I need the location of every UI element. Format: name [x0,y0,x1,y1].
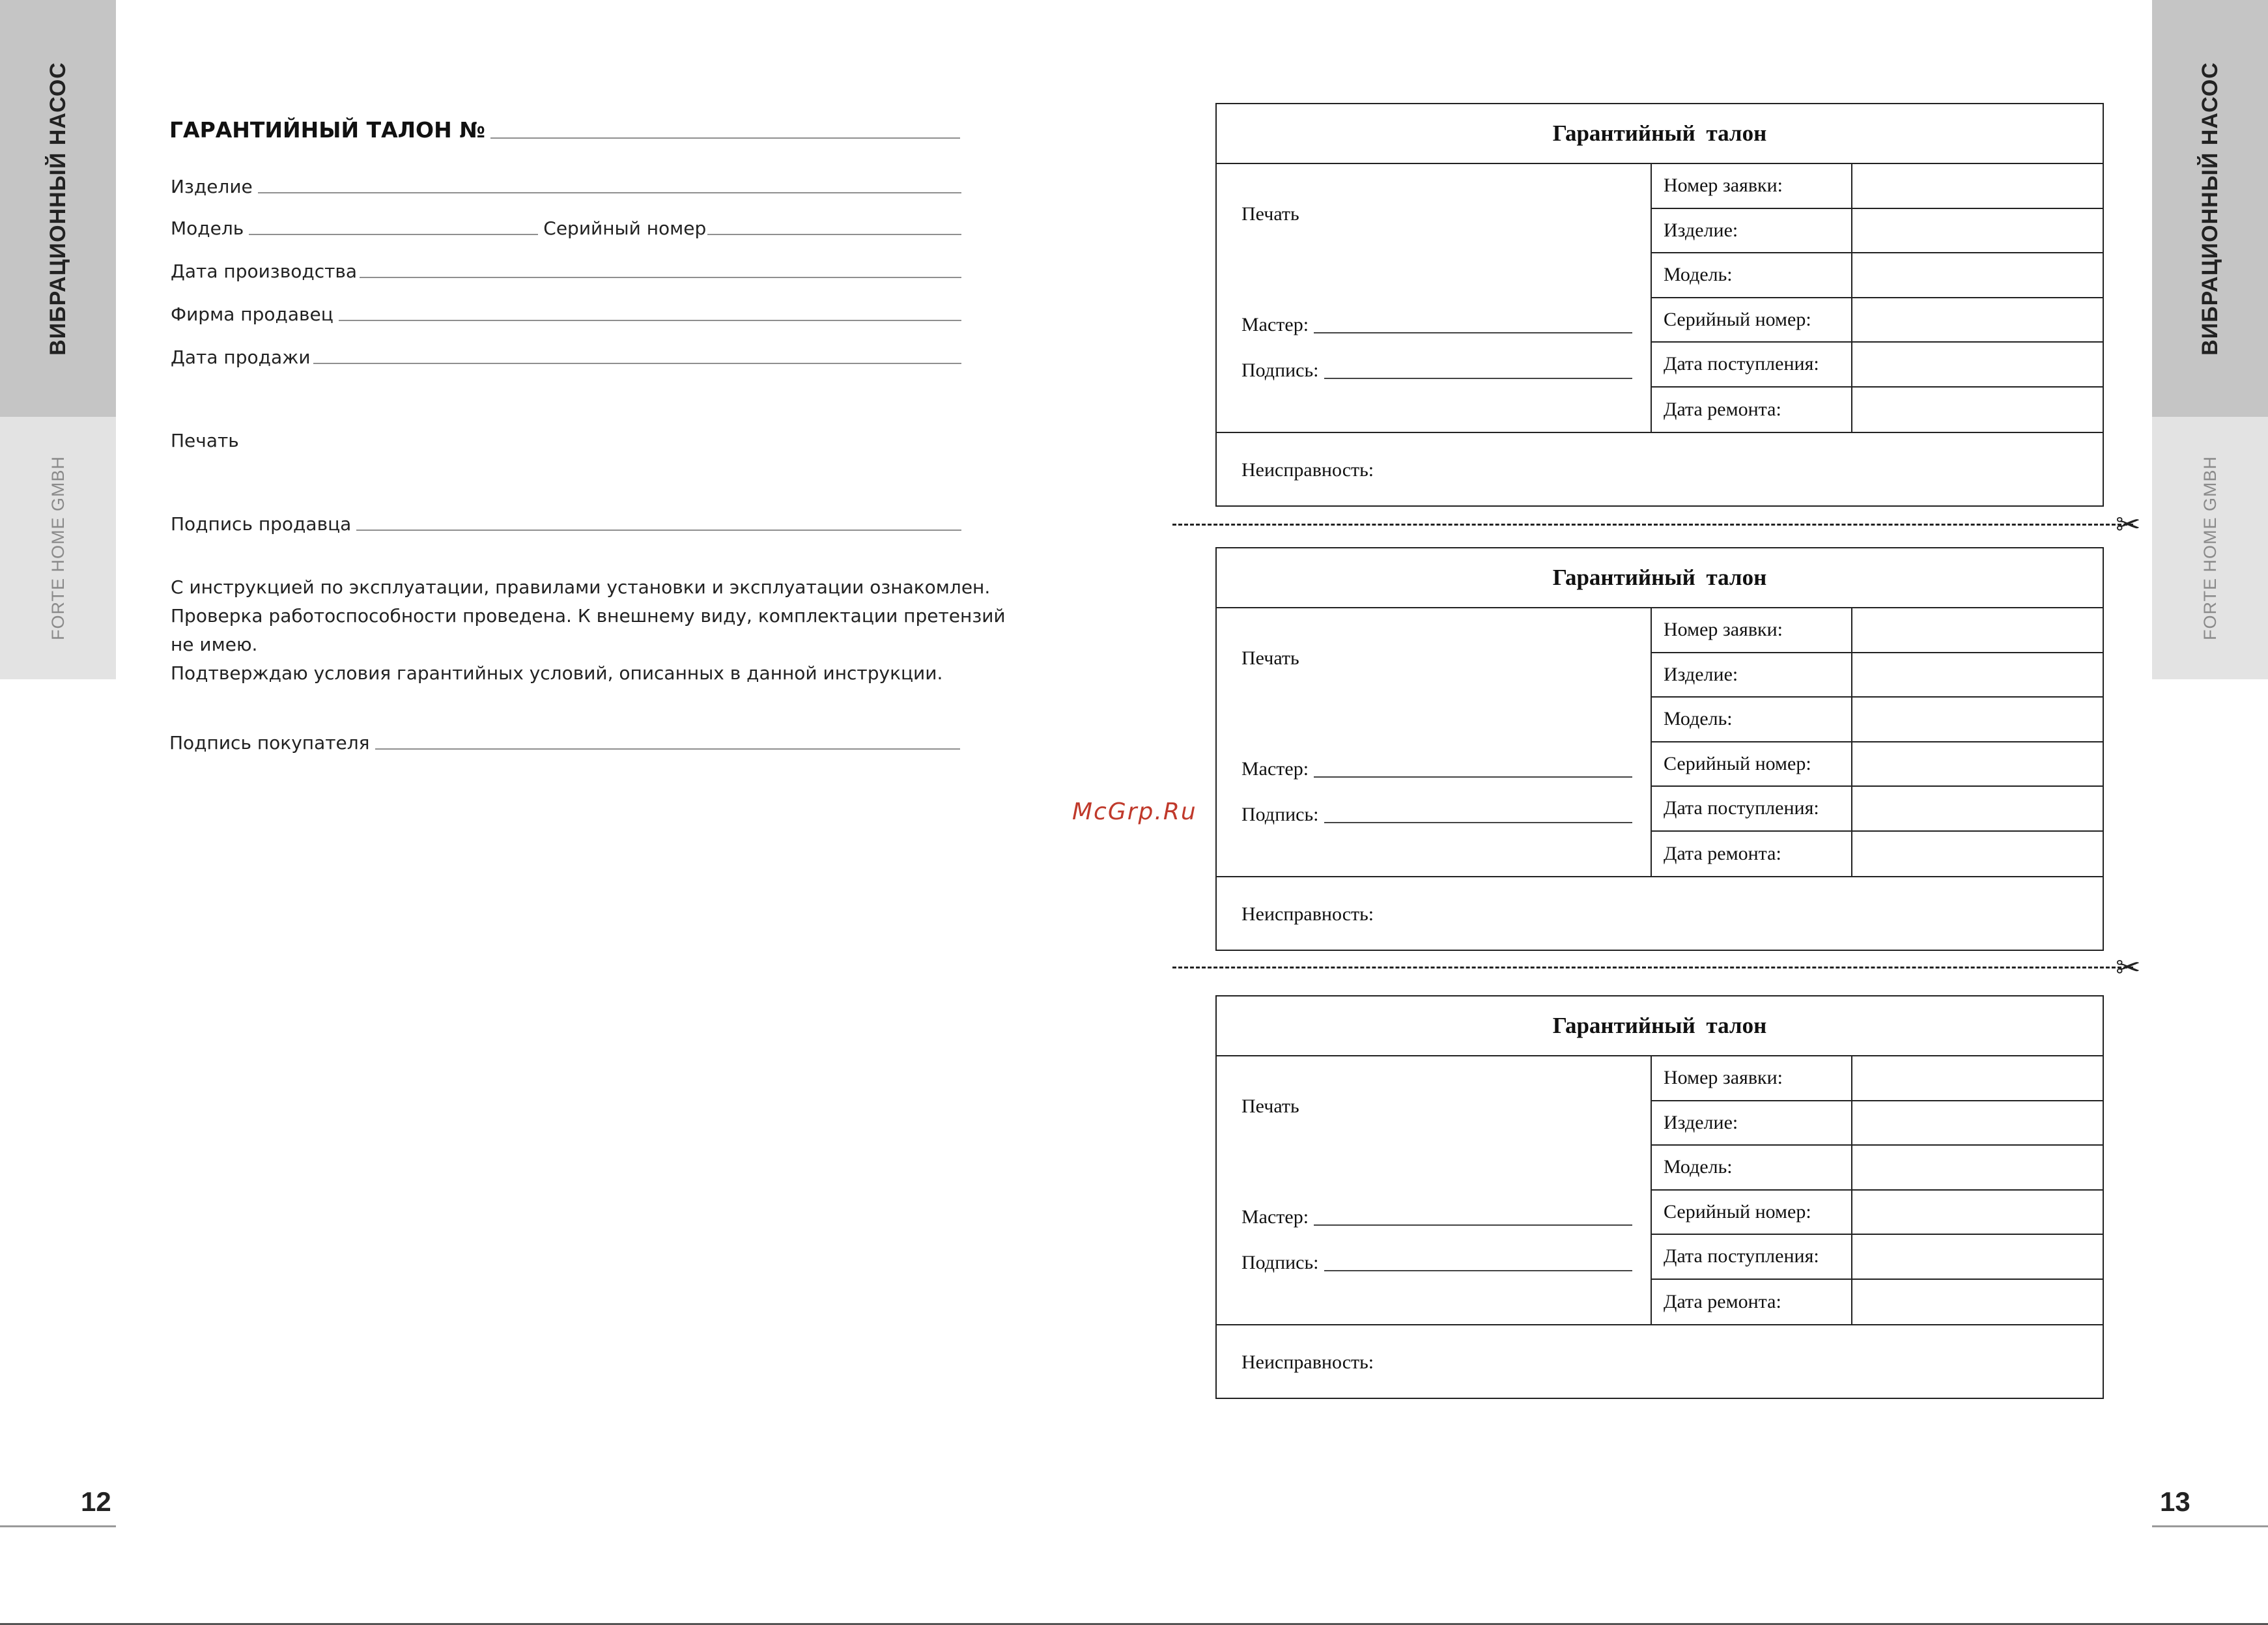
serial-label: Серийный номер [543,218,707,239]
model-serial-row [171,218,961,239]
warranty-number-line[interactable] [490,137,960,139]
coupon-field-value[interactable] [1852,1101,2103,1145]
coupon-field-row [1652,1280,2103,1325]
coupon-master-label: Мастер: [1241,758,1309,780]
coupon-stamp-area [1217,164,1651,432]
left-side-tab-company-text: FORTE HOME GMBH [48,455,68,641]
scissors-icon: ✂ [2116,950,2141,985]
product-row [171,176,961,197]
coupon-field-label: Серийный номер: [1652,742,1852,786]
left-side-tab-title-text: ВИБРАЦИОННЫЙ НАСОС [45,61,70,356]
coupon-title [1217,548,2103,608]
coupon-field-row [1652,1146,2103,1191]
coupon-defect-row [1217,1324,2103,1399]
coupon-field-value[interactable] [1852,253,2103,297]
left-side-tab-company [0,417,116,679]
cut-line [1172,967,2133,968]
coupon-master-row [1241,1206,1632,1228]
production-date-row [171,261,961,282]
coupon-field-label: Модель: [1652,698,1852,741]
statement-paragraph [171,573,1006,688]
model-label: Модель [171,218,244,239]
coupon-fields-grid [1651,164,2103,432]
coupon-defect-label: Неисправность: [1241,1351,1374,1373]
coupon-field-value[interactable] [1852,653,2103,697]
coupon-defect-row [1217,876,2103,951]
coupon-field-label: Изделие: [1652,209,1852,253]
coupon-title-text: Гарантийный талон [1552,120,1767,146]
coupon-field-label: Дата ремонта: [1652,388,1852,432]
coupon-field-value[interactable] [1852,1191,2103,1234]
coupon-field-row [1652,832,2103,877]
coupon-field-row [1652,1101,2103,1146]
coupon-field-value[interactable] [1852,698,2103,741]
coupon-signature-row [1241,1252,1632,1274]
coupon-field-value[interactable] [1852,1056,2103,1100]
coupon-field-label: Изделие: [1652,1101,1852,1145]
buyer-signature-row [169,732,960,754]
buyer-signature-line[interactable] [375,748,960,750]
coupon-field-label: Дата поступления: [1652,787,1852,830]
coupon-title-text: Гарантийный талон [1552,565,1767,590]
coupon-field-value[interactable] [1852,787,2103,830]
coupon-stamp-label: Печать [1241,1095,1299,1117]
coupon-master-line[interactable] [1314,1224,1632,1226]
warranty-coupon [1215,103,2104,507]
product-label: Изделие [171,176,253,197]
coupon-field-value[interactable] [1852,298,2103,342]
coupon-stamp-label: Печать [1241,647,1299,669]
coupon-signature-line[interactable] [1324,378,1632,379]
coupon-field-row [1652,209,2103,254]
right-side-tab-title [2152,0,2268,417]
coupon-title [1217,996,2103,1056]
coupon-field-row [1652,608,2103,653]
page-number-left: 12 [81,1486,111,1517]
coupon-defect-row [1217,432,2103,507]
seller-firm-label: Фирма продавец [171,304,333,325]
page-number-right: 13 [2160,1486,2190,1517]
stamp-label: Печать [171,430,239,451]
coupon-master-label: Мастер: [1241,1206,1309,1228]
product-line[interactable] [258,192,961,193]
coupon-field-value[interactable] [1852,1146,2103,1189]
production-date-line[interactable] [360,277,961,278]
production-date-label: Дата производства [171,261,358,282]
coupon-field-label: Дата ремонта: [1652,832,1852,877]
coupon-field-value[interactable] [1852,164,2103,208]
coupon-field-row [1652,698,2103,742]
coupon-field-row [1652,343,2103,388]
left-side-tab-title [0,0,116,417]
coupon-field-row [1652,742,2103,787]
coupon-field-label: Изделие: [1652,653,1852,697]
coupon-field-value[interactable] [1852,1280,2103,1325]
seller-firm-row [171,304,961,325]
right-side-tab-company-text: FORTE HOME GMBH [2200,455,2220,641]
buyer-signature-label: Подпись покупателя [169,732,370,754]
coupon-field-value[interactable] [1852,388,2103,432]
coupon-fields-grid [1651,608,2103,876]
coupon-field-value[interactable] [1852,608,2103,652]
coupon-master-label: Мастер: [1241,314,1309,335]
coupon-field-label: Серийный номер: [1652,1191,1852,1234]
coupon-field-row [1652,787,2103,832]
right-side-tab-title-text: ВИБРАЦИОННЫЙ НАСОС [2197,61,2222,356]
coupon-signature-label: Подпись: [1241,804,1319,825]
coupon-master-row [1241,758,1632,780]
coupon-defect-label: Неисправность: [1241,903,1374,925]
coupon-stamp-label: Печать [1241,203,1299,225]
serial-line[interactable] [707,234,961,235]
coupon-defect-label: Неисправность: [1241,459,1374,481]
coupon-field-value[interactable] [1852,1235,2103,1279]
coupon-field-row [1652,1056,2103,1101]
seller-signature-line[interactable] [356,530,961,531]
coupon-signature-line[interactable] [1324,822,1632,823]
watermark: McGrp.Ru [1072,798,1197,825]
coupon-field-value[interactable] [1852,742,2103,786]
coupon-field-label: Номер заявки: [1652,608,1852,652]
coupon-signature-label: Подпись: [1241,360,1319,381]
seller-firm-line[interactable] [339,320,961,321]
coupon-field-label: Дата ремонта: [1652,1280,1852,1325]
scissors-icon: ✂ [2116,507,2141,542]
coupon-field-row [1652,298,2103,343]
coupon-field-label: Модель: [1652,1146,1852,1189]
coupon-field-label: Дата поступления: [1652,343,1852,386]
sale-date-label: Дата продажи [171,346,311,368]
coupon-field-row [1652,1191,2103,1236]
seller-signature-label: Подпись продавца [171,513,352,535]
page-number-right-rule [2152,1525,2268,1527]
coupon-signature-row [1241,360,1632,382]
coupon-stamp-area [1217,1056,1651,1324]
coupon-field-label: Серийный номер: [1652,298,1852,342]
coupon-field-row [1652,388,2103,432]
coupon-field-label: Номер заявки: [1652,1056,1852,1100]
page-number-left-rule [0,1525,116,1527]
statement-line: не имею. [171,634,258,655]
right-side-tab-company [2152,417,2268,679]
sale-date-row [171,346,961,368]
coupon-signature-label: Подпись: [1241,1252,1319,1273]
coupon-master-row [1241,314,1632,336]
coupon-title-text: Гарантийный талон [1552,1013,1767,1038]
coupon-field-label: Модель: [1652,253,1852,297]
coupon-field-label: Номер заявки: [1652,164,1852,208]
coupon-field-label: Дата поступления: [1652,1235,1852,1279]
cut-line [1172,524,2133,526]
statement-line: С инструкцией по эксплуатации, правилами установки и эксплуатации ознакомлен. [171,576,991,598]
model-line[interactable] [249,234,538,235]
coupon-field-row [1652,653,2103,698]
coupon-master-line[interactable] [1314,332,1632,333]
coupon-field-row [1652,253,2103,298]
coupon-field-row [1652,164,2103,209]
coupon-title [1217,104,2103,164]
coupon-master-line[interactable] [1314,776,1632,778]
seller-signature-row [171,513,961,535]
warranty-coupon [1215,547,2104,951]
statement-line: Проверка работоспособности проведена. К внешнему виду, комплектации претензий [171,605,1006,627]
coupon-signature-line[interactable] [1324,1270,1632,1271]
coupon-field-value[interactable] [1852,343,2103,386]
coupon-fields-grid [1651,1056,2103,1324]
coupon-field-value[interactable] [1852,832,2103,877]
warranty-title-row [169,117,960,143]
warranty-title: ГАРАНТИЙНЫЙ ТАЛОН № [169,117,485,143]
coupon-signature-row [1241,804,1632,826]
warranty-coupon [1215,995,2104,1399]
coupon-stamp-area [1217,608,1651,876]
coupon-field-value[interactable] [1852,209,2103,253]
statement-line: Подтверждаю условия гарантийных условий, описанных в данной инструкции. [171,662,943,684]
sale-date-line[interactable] [313,363,961,364]
coupon-field-row [1652,1235,2103,1280]
